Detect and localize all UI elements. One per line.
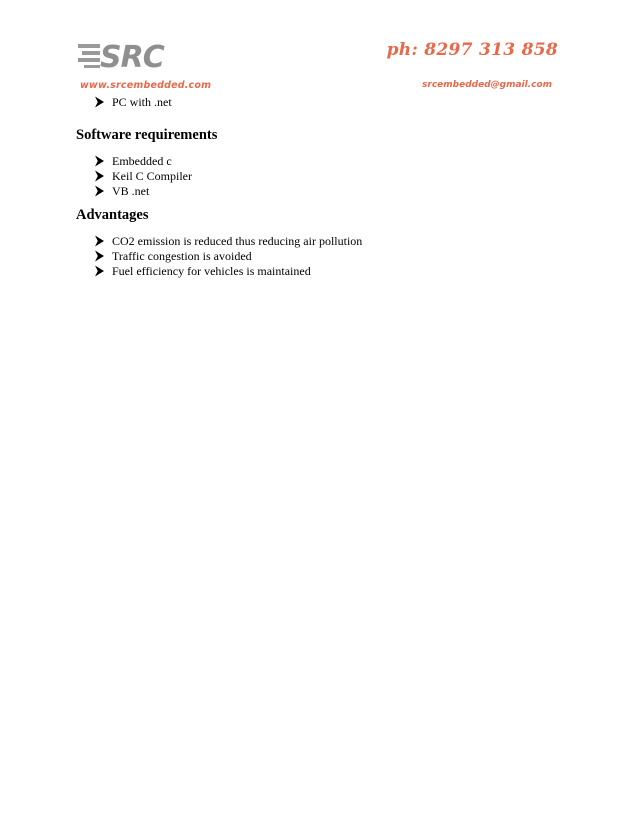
- arrowhead-bullet-icon: [94, 96, 105, 108]
- website-link[interactable]: www.srcembedded.com: [80, 80, 212, 91]
- arrowhead-bullet-icon: [94, 235, 105, 247]
- list-item-label: PC with .net: [112, 95, 172, 109]
- list-item: [94, 234, 566, 249]
- email-address[interactable]: srcembedded@gmail.com: [422, 80, 552, 90]
- phone-number: ph: 8297 313 858: [386, 40, 558, 60]
- advantages-list: [76, 234, 566, 279]
- arrowhead-bullet-icon: [94, 155, 105, 167]
- list-item: [94, 169, 566, 184]
- software-requirements-heading: Software requirements: [76, 127, 218, 143]
- list-item-label: CO2 emission is reduced thus reducing air pollution: [112, 234, 363, 248]
- list-item-label: Keil C Compiler: [112, 169, 192, 183]
- list-item: [94, 264, 566, 279]
- advantages-heading: Advantages: [76, 207, 149, 223]
- src-logo: [78, 38, 188, 72]
- list-item-label: Traffic congestion is avoided: [112, 249, 252, 263]
- arrowhead-bullet-icon: [94, 265, 105, 277]
- list-item-label: VB .net: [112, 184, 150, 198]
- list-item: [94, 249, 566, 264]
- hardware-list: [76, 95, 566, 110]
- list-item: [94, 154, 566, 169]
- arrowhead-bullet-icon: [94, 250, 105, 262]
- list-item: [94, 95, 566, 110]
- letterhead: [0, 0, 638, 100]
- src-logo-graphic: [78, 38, 188, 72]
- arrowhead-bullet-icon: [94, 185, 105, 197]
- list-item-label: Embedded c: [112, 154, 172, 168]
- software-list: [76, 154, 566, 199]
- document-body: [76, 95, 566, 279]
- list-item-label: Fuel efficiency for vehicles is maintained: [112, 264, 311, 278]
- arrowhead-bullet-icon: [94, 170, 105, 182]
- list-item: [94, 184, 566, 199]
- logo-text: SRC: [100, 40, 164, 72]
